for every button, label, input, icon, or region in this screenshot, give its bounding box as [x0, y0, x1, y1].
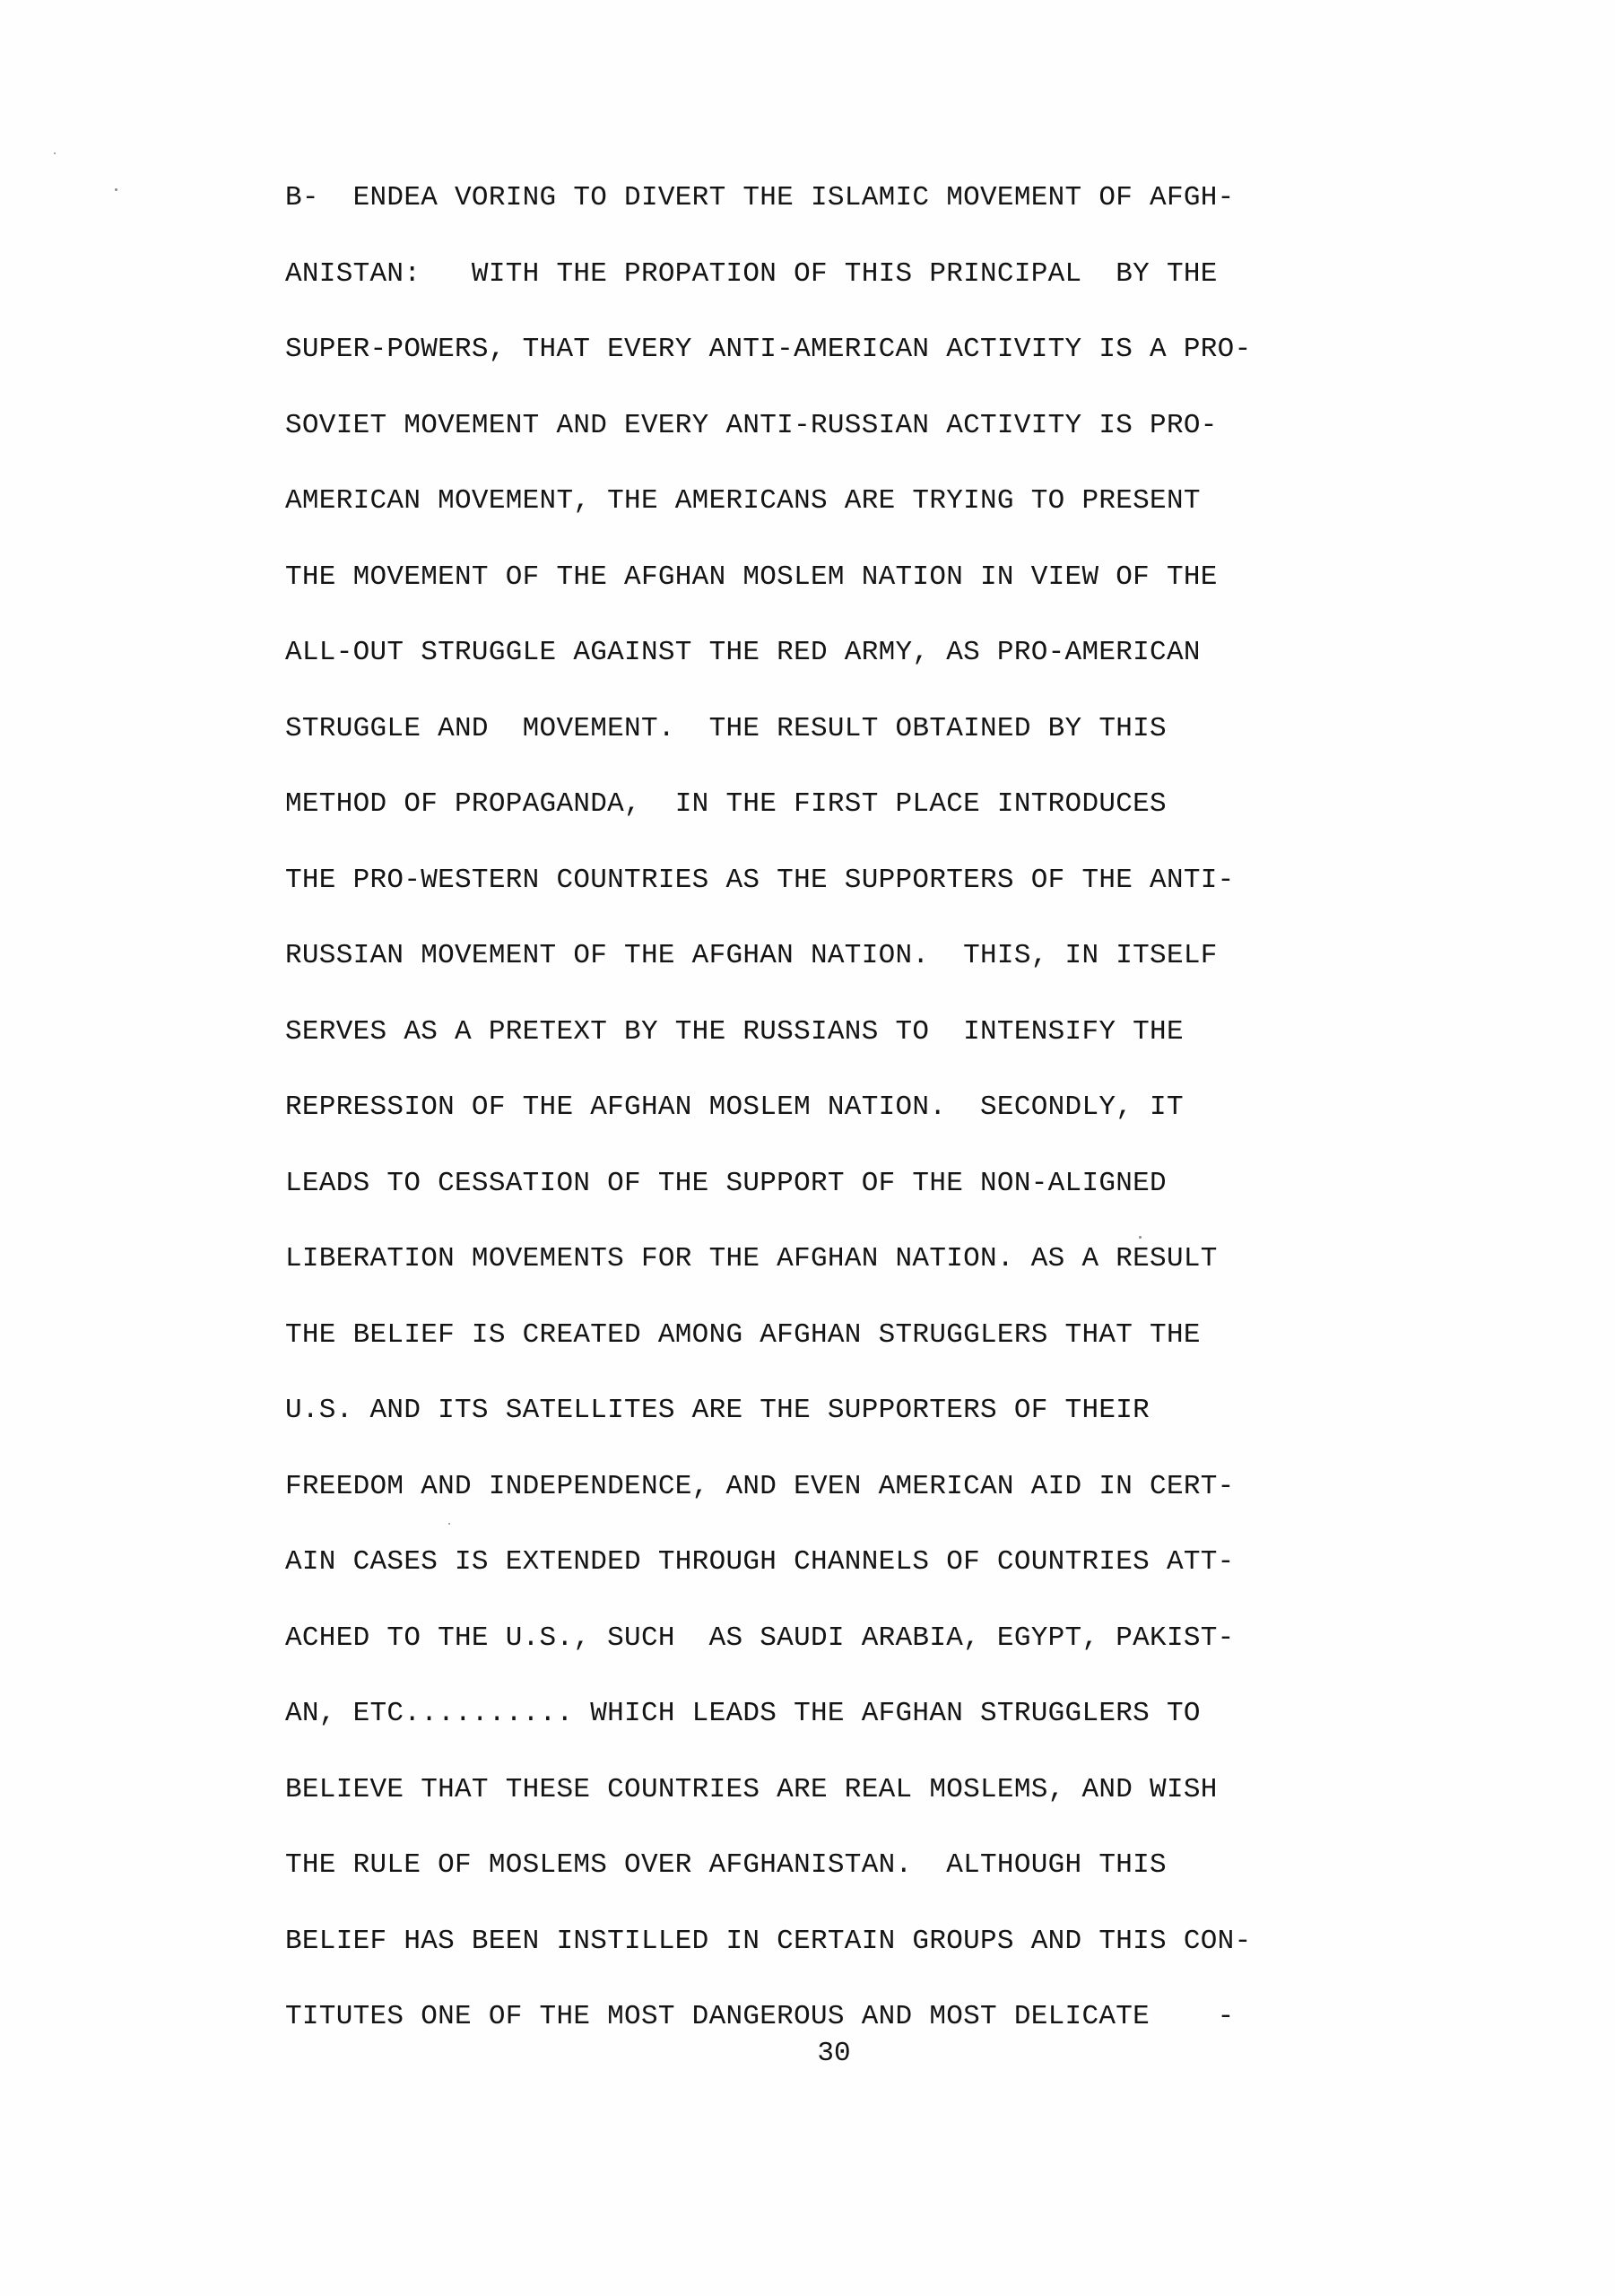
- text-line: TITUTES ONE OF THE MOST DANGEROUS AND MOST DELICATE -: [285, 2001, 1235, 2032]
- scan-speck: [115, 188, 117, 191]
- text-line: METHOD OF PROPAGANDA, IN THE FIRST PLACE INTRODUCES: [285, 788, 1167, 820]
- text-line: LEADS TO CESSATION OF THE SUPPORT OF THE NON-ALIGNED: [285, 1167, 1167, 1199]
- text-line: U.S. AND ITS SATELLITES ARE THE SUPPORTERS OF THEIR: [285, 1395, 1150, 1426]
- text-line: AN, ETC.......... WHICH LEADS THE AFGHAN STRUGGLERS TO: [285, 1698, 1201, 1729]
- text-line: BELIEVE THAT THESE COUNTRIES ARE REAL MOSLEMS, AND WISH: [285, 1773, 1218, 1805]
- text-line: B- ENDEA VORING TO DIVERT THE ISLAMIC MOVEMENT OF AFGH-: [285, 182, 1235, 213]
- text-line: THE MOVEMENT OF THE AFGHAN MOSLEM NATION IN VIEW OF THE: [285, 561, 1218, 593]
- page-number: 30: [817, 2038, 851, 2069]
- text-line: THE RULE OF MOSLEMS OVER AFGHANISTAN. ALTHOUGH THIS: [285, 1849, 1167, 1881]
- text-line: LIBERATION MOVEMENTS FOR THE AFGHAN NATION. AS A RESULT: [285, 1243, 1218, 1274]
- text-line: ACHED TO THE U.S., SUCH AS SAUDI ARABIA, EGYPT, PAKIST-: [285, 1622, 1235, 1654]
- text-line: AIN CASES IS EXTENDED THROUGH CHANNELS OF COUNTRIES ATT-: [285, 1546, 1235, 1578]
- text-line: FREEDOM AND INDEPENDENCE, AND EVEN AMERICAN AID IN CERT-: [285, 1470, 1235, 1502]
- text-line: BELIEF HAS BEEN INSTILLED IN CERTAIN GROUPS AND THIS CON-: [285, 1925, 1252, 1957]
- text-line: SERVES AS A PRETEXT BY THE RUSSIANS TO INTENSIFY THE: [285, 1015, 1184, 1048]
- text-line: ALL-OUT STRUGGLE AGAINST THE RED ARMY, AS PRO-AMERICAN: [285, 637, 1201, 668]
- text-line: AMERICAN MOVEMENT, THE AMERICANS ARE TRYING TO PRESENT: [285, 485, 1201, 517]
- text-line: RUSSIAN MOVEMENT OF THE AFGHAN NATION. THIS, IN ITSELF: [285, 940, 1218, 971]
- scan-speck: [54, 152, 56, 154]
- text-line: THE BELIEF IS CREATED AMONG AFGHAN STRUGGLERS THAT THE: [285, 1318, 1201, 1351]
- text-line: REPRESSION OF THE AFGHAN MOSLEM NATION. SECONDLY, IT: [285, 1091, 1184, 1123]
- body-text: [285, 178, 1361, 2074]
- text-line: SUPER-POWERS, THAT EVERY ANTI-AMERICAN ACTIVITY IS A PRO-: [285, 334, 1252, 365]
- text-line: THE PRO-WESTERN COUNTRIES AS THE SUPPORTERS OF THE ANTI-: [285, 864, 1235, 896]
- text-line: STRUGGLE AND MOVEMENT. THE RESULT OBTAINED BY THIS: [285, 712, 1167, 744]
- text-line: SOVIET MOVEMENT AND EVERY ANTI-RUSSIAN ACTIVITY IS PRO-: [285, 409, 1218, 441]
- text-line: ANISTAN: WITH THE PROPATION OF THIS PRINCIPAL BY THE: [285, 257, 1218, 290]
